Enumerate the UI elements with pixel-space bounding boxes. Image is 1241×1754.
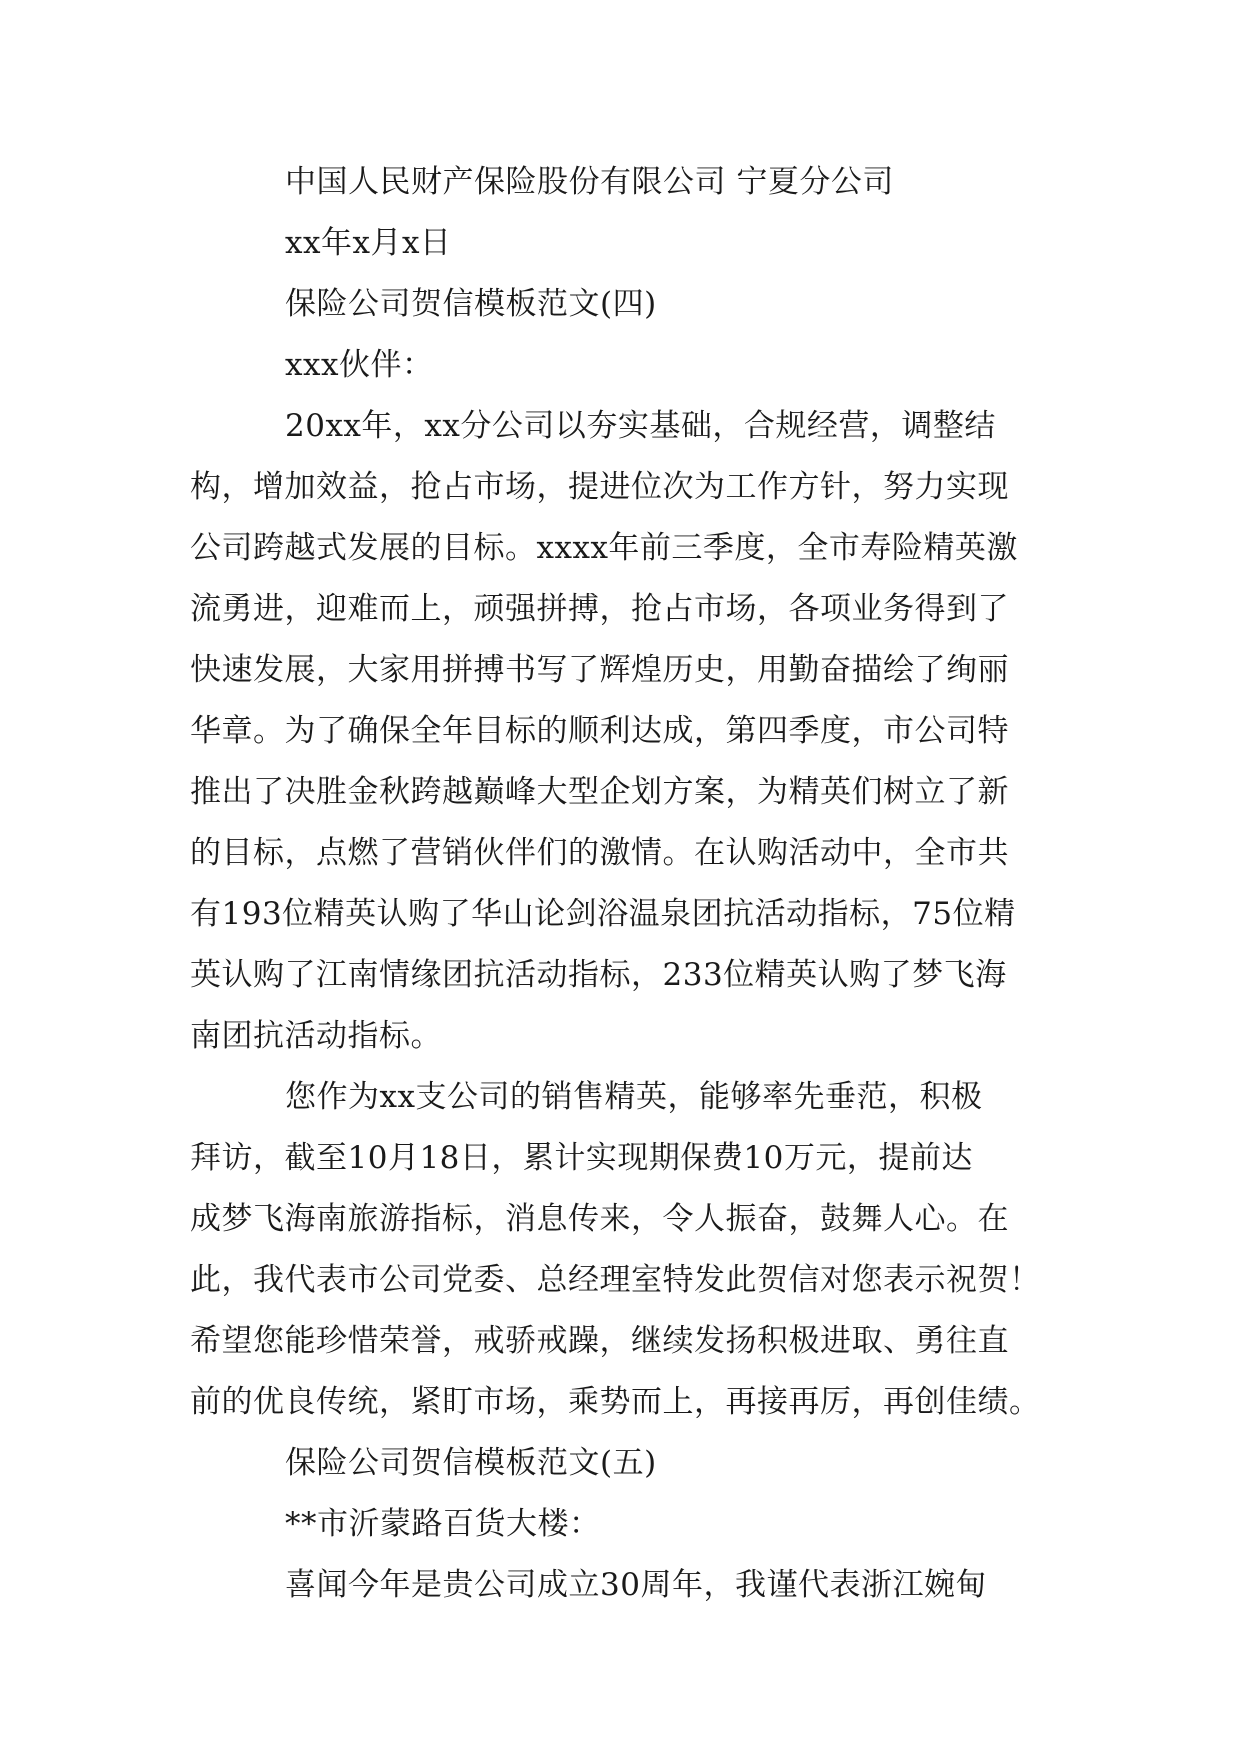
paragraph-line: 流勇进，迎难而上，顽强拼搏，抢占市场，各项业务得到了 xyxy=(190,591,1009,627)
paragraph-line: 的目标，点燃了营销伙伴们的激情。在认购活动中，全市共 xyxy=(190,835,1009,871)
document-body xyxy=(190,152,1046,1616)
company-name: 中国人民财产保险股份有限公司 宁夏分公司 xyxy=(285,164,894,200)
paragraph-line: 成梦飞海南旅游指标，消息传来，令人振奋，鼓舞人心。在 xyxy=(190,1201,1009,1237)
section-title-4: 保险公司贺信模板范文(四) xyxy=(285,286,657,322)
letter-date: xx年x月x日 xyxy=(285,225,452,261)
paragraph-line: 快速发展，大家用拼搏书写了辉煌历史，用勤奋描绘了绚丽 xyxy=(190,652,1009,688)
section-title-5: 保险公司贺信模板范文(五) xyxy=(285,1445,657,1481)
paragraph-4-1 xyxy=(190,396,1046,1067)
paragraph-line: 推出了决胜金秋跨越巅峰大型企划方案，为精英们树立了新 xyxy=(190,774,1009,810)
salutation-4: xxx伙伴： xyxy=(285,347,434,383)
paragraph-line: 您作为xx支公司的销售精英，能够率先垂范，积极 xyxy=(285,1079,983,1115)
paragraph-line: 南团抗活动指标。 xyxy=(190,1018,442,1054)
paragraph-line: 此，我代表市公司党委、总经理室特发此贺信对您表示祝贺！ xyxy=(190,1262,1041,1298)
paragraph-4-2 xyxy=(190,1067,1046,1433)
paragraph-line: 希望您能珍惜荣誉，戒骄戒躁，继续发扬积极进取、勇往直 xyxy=(190,1323,1009,1359)
paragraph-line: 公司跨越式发展的目标。xxxx年前三季度，全市寿险精英激 xyxy=(190,530,1018,566)
paragraph-line: 英认购了江南情缘团抗活动指标，233位精英认购了梦飞海 xyxy=(190,957,1007,993)
paragraph-line: 20xx年，xx分公司以夯实基础，合规经营，调整结 xyxy=(285,408,996,444)
paragraph-line: 拜访，截至10月18日，累计实现期保费10万元，提前达 xyxy=(190,1140,973,1176)
paragraph-line: 前的优良传统，紧盯市场，乘势而上，再接再厉，再创佳绩。 xyxy=(190,1384,1041,1420)
paragraph-line: 有193位精英认购了华山论剑浴温泉团抗活动指标，75位精 xyxy=(190,896,1016,932)
paragraph-5-1-start: 喜闻今年是贵公司成立30周年，我谨代表浙江婉甸 xyxy=(285,1567,987,1603)
paragraph-line: 构，增加效益，抢占市场，提进位次为工作方针，努力实现 xyxy=(190,469,1009,505)
paragraph-line: 华章。为了确保全年目标的顺利达成，第四季度，市公司特 xyxy=(190,713,1009,749)
salutation-5: **市沂蒙路百货大楼： xyxy=(285,1506,601,1542)
